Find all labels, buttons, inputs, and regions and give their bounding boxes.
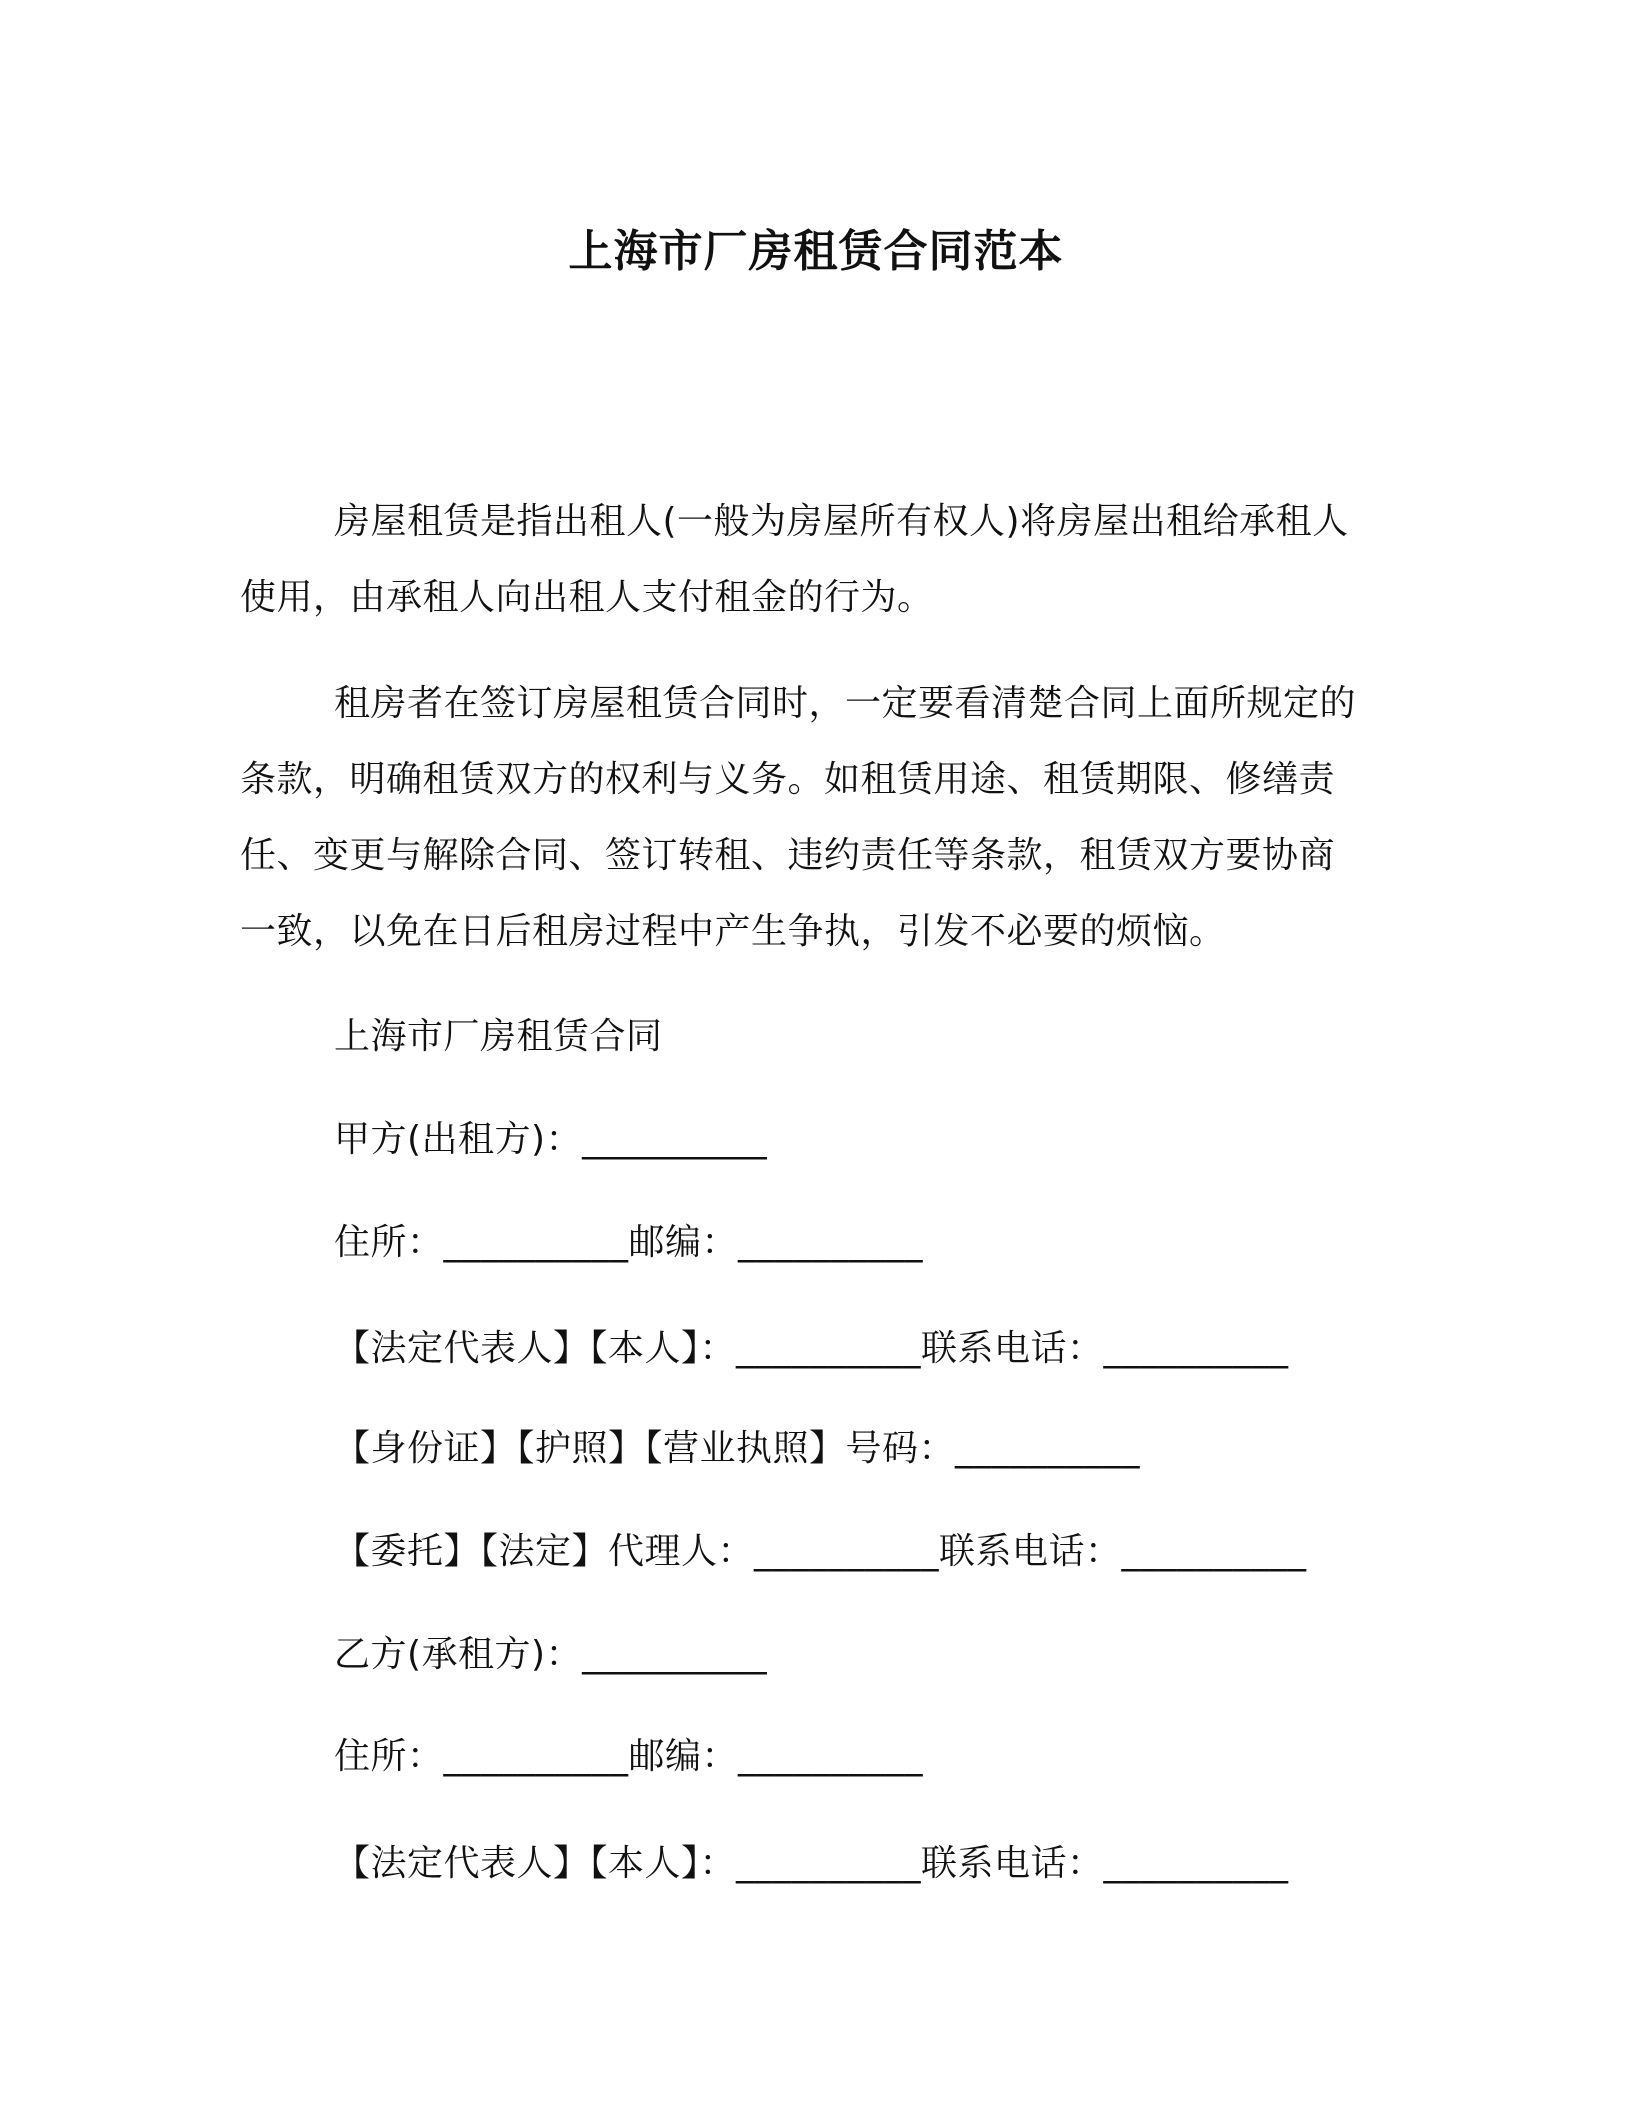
- party-a-agent-line: 【委托】【法定】代理人：__________联系电话：__________: [334, 1531, 1307, 1572]
- intro-paragraph-1: 房屋租赁是指出租人(一般为房屋所有权人)将房屋出租给承租人使用，由承租人向出租人支付租金的行为。: [240, 501, 1349, 618]
- contract-heading: 上海市厂房租赁合同: [334, 1016, 663, 1057]
- document-title: 上海市厂房租赁合同范本: [568, 226, 1064, 277]
- party-b-representative-line: 【法定代表人】【本人】：__________联系电话：__________: [334, 1843, 1289, 1884]
- party-b-address-line: 住所：__________邮编：__________: [334, 1736, 924, 1777]
- party-a-representative-line: 【法定代表人】【本人】：__________联系电话：__________: [334, 1328, 1289, 1369]
- party-a-id-line: 【身份证】【护照】【营业执照】号码：__________: [334, 1428, 1141, 1469]
- party-b-line: 乙方(承租方)：__________: [334, 1634, 768, 1675]
- party-a-line: 甲方(出租方)：__________: [334, 1119, 768, 1160]
- party-a-address-line: 住所：__________邮编：__________: [334, 1222, 924, 1263]
- intro-paragraph-2: 租房者在签订房屋租赁合同时，一定要看清楚合同上面所规定的条款，明确租赁双方的权利与义务。如租赁用途、租赁期限、修缮责任、变更与解除合同、签订转租、违约责任等条款，租赁双方要协商一致，以免在日后租房过程中产生争执，引发不必要的烦恼。: [240, 683, 1357, 952]
